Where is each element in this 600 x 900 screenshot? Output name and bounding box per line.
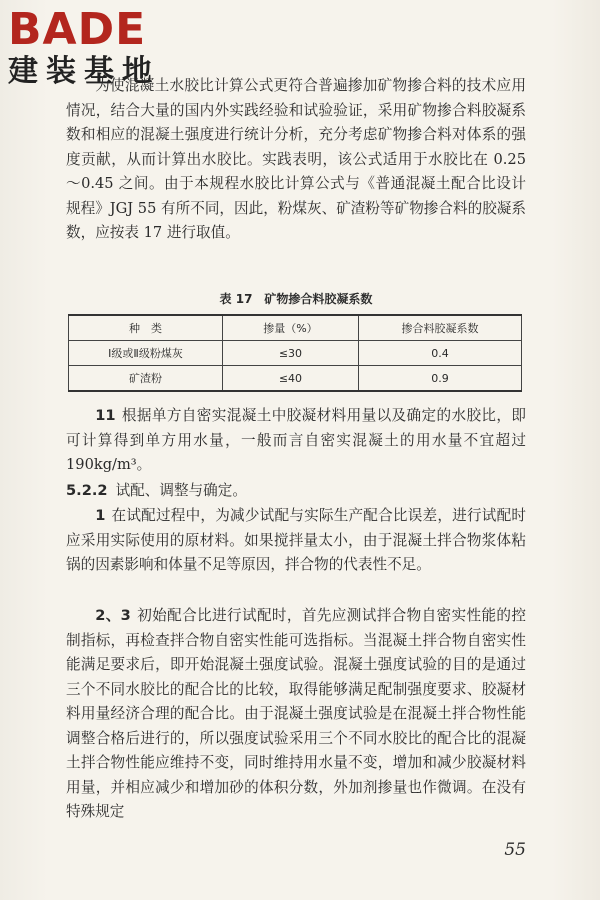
item-number: 1 [95,507,106,524]
table-cell: 矿渣粉 [69,366,223,392]
paragraph-item-11 [66,404,526,478]
table-cell: 0.9 [358,366,521,392]
table-cell: ≤30 [223,341,359,366]
item-text: 在试配过程中，为减少试配与实际生产配合比误差，进行试配时应采用实际使用的原材料。如果搅拌量太小，由于混凝土拌合物浆体粘锅的因素影响和体量不足等原因，拌合物的代表性不足。 [66,507,526,573]
table-header-cell: 种 类 [69,315,223,341]
page-number: 55 [504,840,526,860]
table-cell: 0.4 [358,341,521,366]
table-caption: 表 17 矿物掺合料胶凝系数 [219,292,373,306]
item-number: 11 [95,407,116,424]
paragraph-item-1 [66,504,526,578]
logo-brand-cn: 建装基地 [8,54,160,89]
paragraph-item-2-3 [66,604,526,825]
table-header-cell: 掺量（%） [223,315,359,341]
table-cell: Ⅰ级或Ⅱ级粉煤灰 [69,341,223,366]
item-text: 根据单方自密实混凝土中胶凝材料用量以及确定的水胶比，即可计算得到单方用水量，一般而言自密实混凝土的用水量不宜超过 190kg/m³。 [66,407,526,473]
table-header-cell: 掺合料胶凝系数 [358,315,521,341]
section-number: 5.2.2 [66,482,108,499]
paragraph-intro: 为使混凝土水胶比计算公式更符合普遍掺加矿物掺合料的技术应用情况，结合大量的国内外实践经验和试验验证，采用矿物掺合料胶凝系数和相应的混凝土强度进行统计分析，充分考虑矿物掺合料对体系的强度贡献，从而计算出水胶比。实践表明，该公式适用于水胶比在 0.25～0.45 之间。由于本规程水胶比计算公式与《普通混凝土配合比设计规程》JGJ 55 有所不同，因此，粉煤灰、矿渣粉等矿物掺合料的胶凝系数，应按表 17 进行取值。 [66,77,526,241]
table-cell: ≤40 [223,366,359,392]
logo-brand-en: BADE [8,4,147,55]
section-title: 试配、调整与确定。 [115,482,247,499]
item-text: 初始配合比进行试配时，首先应测试拌合物自密实性能的控制指标，再检查拌合物自密实性能可选指标。当混凝土拌合物自密实性能满足要求后，即开始混凝土强度试验。混凝土强度试验的目的是通过三个不同水胶比的配合比的比较，取得能够满足配制强度要求、胶凝材料用量经济合理的配合比。由于混凝土强度试验是在混凝土拌合物性能调整合格后进行的，所以强度试验采用三个不同水胶比的配合比的混凝土拌合物性能应维持不变，同时维持用水量不变，增加和减少胶凝材料用量，并相应减少和增加砂的体积分数，外加剂掺量也作微调。在没有特殊规定 [66,607,526,820]
table-row [69,341,522,366]
table-header-row [69,315,522,341]
mineral-admixture-table [68,314,522,392]
table-row [69,366,522,392]
item-number: 2、3 [95,607,131,624]
section-heading [66,479,526,504]
